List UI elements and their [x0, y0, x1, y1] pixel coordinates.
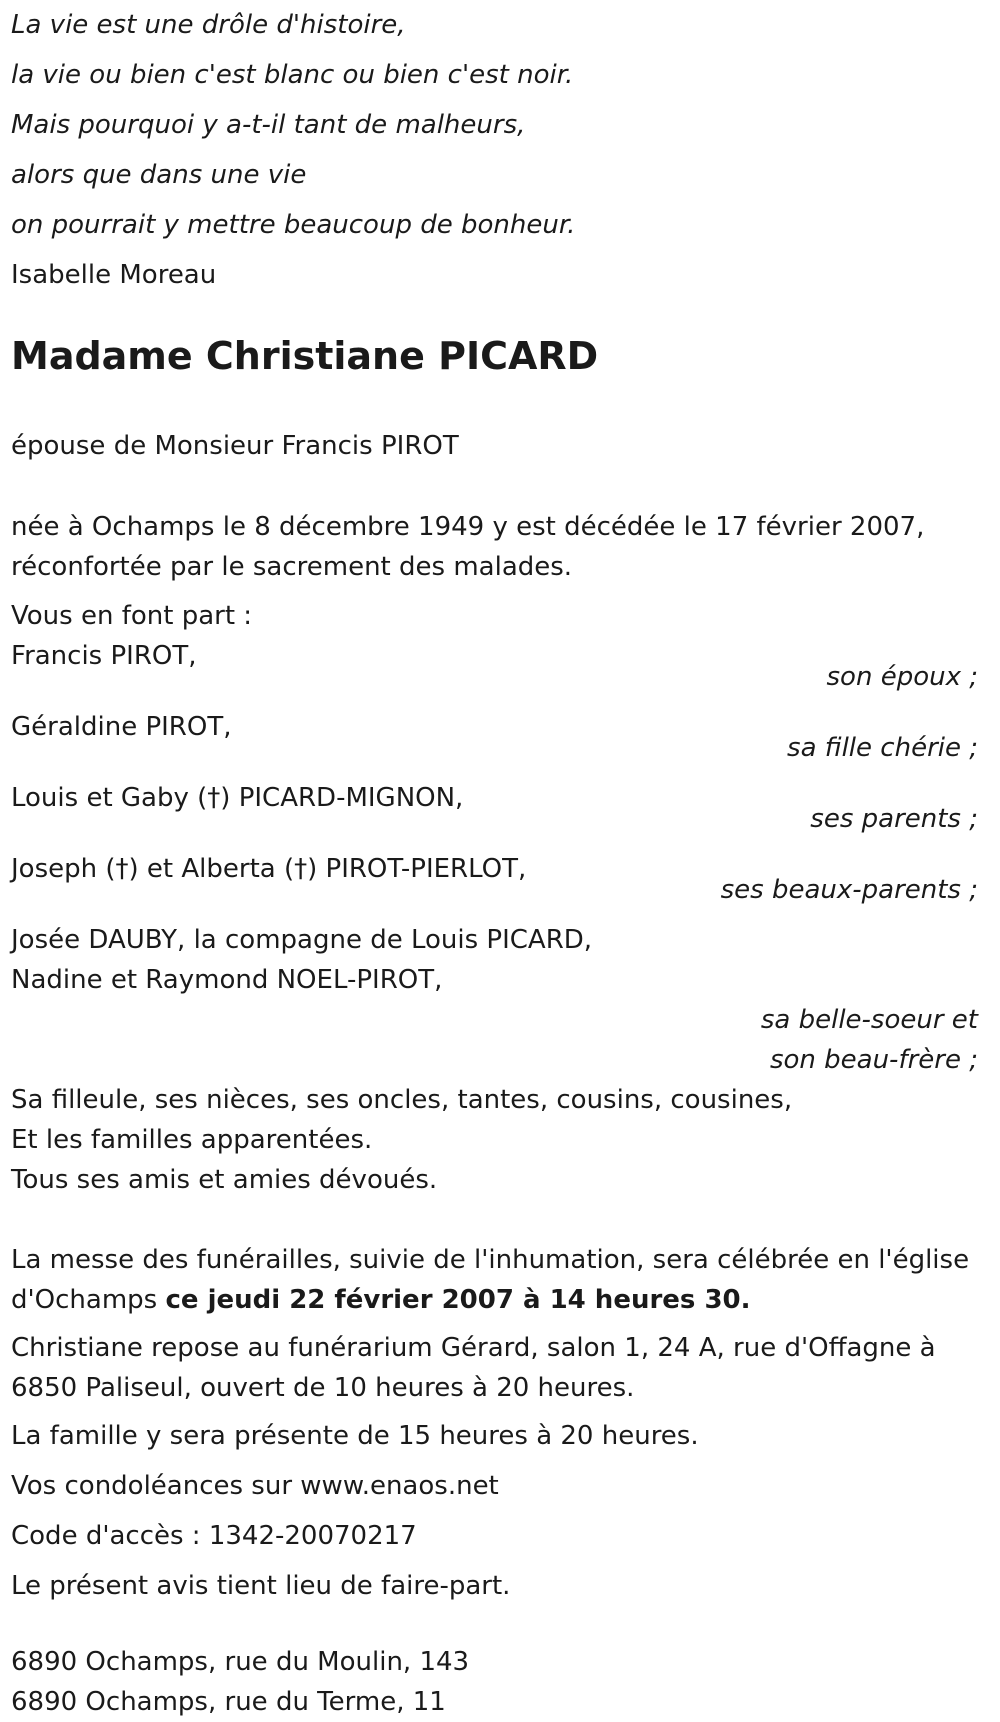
- poem-line: la vie ou bien c'est blanc ou bien c'est noir.: [11, 60, 574, 90]
- family-list: [11, 636, 989, 1080]
- address-line: 6890 Ochamps, rue du Terme, 11: [11, 1687, 446, 1717]
- family-member-role: ses beaux-parents ;: [720, 875, 978, 905]
- announcement: [11, 596, 989, 636]
- poem-line: alors que dans une vie: [11, 160, 307, 190]
- poem-line: Mais pourquoi y a-t-il tant de malheurs,: [11, 110, 526, 140]
- extended-family-line: Tous ses amis et amies dévoués.: [11, 1165, 438, 1195]
- funeral-line: La messe des funérailles, suivie de l'inhumation, sera célébrée en l'église: [11, 1245, 970, 1275]
- condolences-link: Vos condoléances sur www.enaos.net: [11, 1471, 499, 1501]
- poem-line: on pourrait y mettre beaucoup de bonheur.: [11, 210, 576, 240]
- repose-line: Christiane repose au funérarium Gérard, salon 1, 24 A, rue d'Offagne à: [11, 1333, 936, 1363]
- family-member-name: Francis PIROT,: [11, 641, 197, 671]
- repose-info: [11, 1328, 989, 1408]
- extended-family-line: Sa filleule, ses nièces, ses oncles, tantes, cousins, cousines,: [11, 1085, 793, 1115]
- family-member-name: Josée DAUBY, la compagne de Louis PICARD,: [11, 925, 593, 955]
- extended-family: [11, 1080, 989, 1200]
- family-member: [11, 849, 989, 913]
- family-member: [11, 920, 989, 1080]
- family-member: [11, 707, 989, 771]
- family-member-name: Géraldine PIROT,: [11, 712, 232, 742]
- repose-line: 6850 Paliseul, ouvert de 10 heures à 20 heures.: [11, 1373, 635, 1403]
- birth-death-line: née à Ochamps le 8 décembre 1949 y est décédée le 17 février 2007,: [11, 512, 925, 542]
- notice-line: Le présent avis tient lieu de faire-part.: [11, 1571, 511, 1601]
- funeral-place: d'Ochamps: [11, 1285, 166, 1315]
- poem-author: Isabelle Moreau: [11, 260, 217, 290]
- family-member-role: sa fille chérie ;: [787, 733, 978, 763]
- family-member-role: son époux ;: [826, 662, 978, 692]
- birth-death-info: [11, 507, 989, 587]
- deceased-name: Madame Christiane PICARD: [11, 334, 599, 378]
- family-member: [11, 636, 989, 700]
- funeral-date: ce jeudi 22 février 2007 à 14 heures 30.: [165, 1285, 751, 1315]
- spouse-line: épouse de Monsieur Francis PIROT: [11, 431, 459, 461]
- family-member: [11, 778, 989, 842]
- funeral-date-line: [11, 1280, 989, 1320]
- family-member-name: Louis et Gaby (†) PICARD-MIGNON,: [11, 783, 464, 813]
- funeral-info: [11, 1240, 989, 1320]
- family-member-name: Nadine et Raymond NOEL-PIROT,: [11, 965, 443, 995]
- sacrament-line: réconfortée par le sacrement des malades.: [11, 552, 573, 582]
- family-member-role-line: sa belle-soeur et: [760, 1005, 978, 1035]
- extended-family-line: Et les familles apparentées.: [11, 1125, 373, 1155]
- announcement-intro: Vous en font part :: [11, 601, 253, 631]
- family-member-name: Joseph (†) et Alberta (†) PIROT-PIERLOT,: [11, 854, 527, 884]
- access-code: Code d'accès : 1342-20070217: [11, 1521, 417, 1551]
- poem-line: La vie est une drôle d'histoire,: [11, 10, 406, 40]
- address-line: 6890 Ochamps, rue du Moulin, 143: [11, 1647, 470, 1677]
- family-member-role: [11, 1000, 989, 1080]
- family-member-role: ses parents ;: [810, 804, 978, 834]
- family-member-role-line: son beau-frère ;: [769, 1045, 978, 1075]
- family-presence: La famille y sera présente de 15 heures à 20 heures.: [11, 1421, 699, 1451]
- addresses: [11, 1642, 989, 1722]
- poem: [11, 0, 989, 305]
